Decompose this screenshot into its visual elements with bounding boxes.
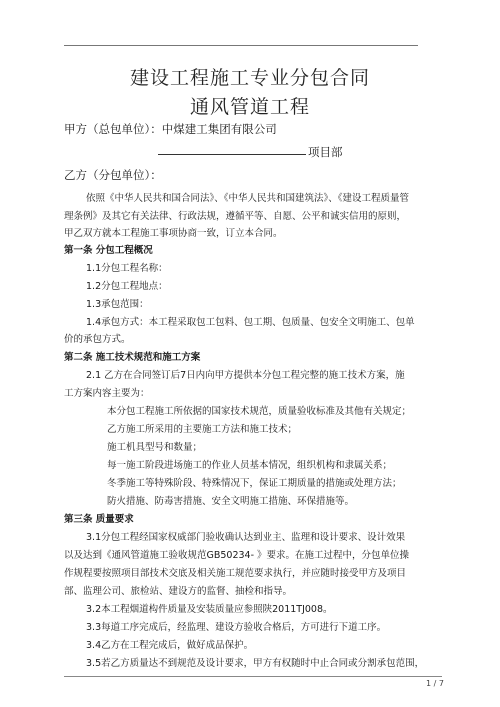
preamble-line: 甲乙双方就本工程施工事项协商一致，订立本合同。 [64,228,283,239]
footer-rule [64,676,442,677]
clause-line: 部、监理公司、旅检站、建设方的监督、抽检和指导。 [64,586,293,597]
clause-line: 以及达到《通风管道施工验收规范GB50234- 》要求。在施工过程中，分包单位操 [64,550,410,561]
list-item: 施工机具型号和数量； [107,442,203,453]
preamble-line: 依照《中华人民共和国合同法》、《中华人民共和国建筑法》、《建设工程质量管 [86,193,410,204]
clause-line: 1.4承包方式：本工程采取包工包料、包工期、包质量、包安全文明施工、包单 [86,317,415,328]
clause-line: 3.4乙方在工程完成后，做好成品保护。 [86,640,254,651]
clause-line: 3.3每道工序完成后，经监理、建设方验收合格后，方可进行下道工序。 [86,622,387,633]
clause-line: 工方案内容主要为： [64,388,150,399]
page-number: 1 / 7 [426,679,444,688]
clause-line: 3.1分包工程经国家权威部门验收确认达到业主、监理和设计要求、设计效果 [86,532,406,543]
clause-line: 作规程要按照项目部技术交底及相关施工规范要求执行，并应随时接受甲方及项目 [64,568,407,579]
contract-title: 建设工程施工专业分包合同 [129,67,370,89]
list-item: 冬季施工等特殊阶段、特殊情况下，保证工期质量的措施或处理方法； [107,478,402,489]
clause-line: 1.2分包工程地点： [86,281,168,292]
party-a-line: 甲方（总包单位）：中煤建工集团有限公司 [64,122,277,136]
article-heading: 第二条 施工技术规范和施工方案 [64,352,201,363]
header-rule [64,45,418,46]
clause-line: 3.2本工程烟道构件质量及安装质量应参照陕2011TJ008。 [86,604,333,615]
list-item: 本分包工程施工所依据的国家技术规范，质量验收标准及其他有关规定； [107,406,412,417]
clause-line: 2.1 乙方在合同签订后7日内向甲方提供本分包工程完整的施工技术方案，施 [86,370,405,381]
project-dept-blank [158,154,306,155]
preamble-line: 理条例》及其它有关法律、行政法规，遵循平等、自愿、公平和诚实信用的原则， [64,211,407,222]
list-item: 防火措施、防毒害措施、安全文明施工措施、环保措施等。 [107,496,355,507]
clause-line: 3.5若乙方质量达不到规范及设计要求，甲方有权随时中止合同或分割承包范围， [86,658,425,669]
clause-line: 价的承包方式。 [64,334,131,345]
party-b-line: 乙方（分包单位）： [64,168,162,182]
article-heading: 第一条 分包工程概况 [64,245,153,256]
list-item: 每一施工阶段进场施工的作业人员基本情况，组织机构和隶属关系； [107,460,393,471]
clause-line: 1.3承包范围： [86,299,149,310]
project-dept-label: 项目部 [308,145,343,159]
list-item: 乙方施工所采用的主要施工方法和施工技术； [107,424,298,435]
clause-line: 1.1分包工程名称： [86,263,168,274]
article-heading: 第三条 质量要求 [64,514,134,525]
contract-subtitle: 通风管道工程 [189,96,310,118]
